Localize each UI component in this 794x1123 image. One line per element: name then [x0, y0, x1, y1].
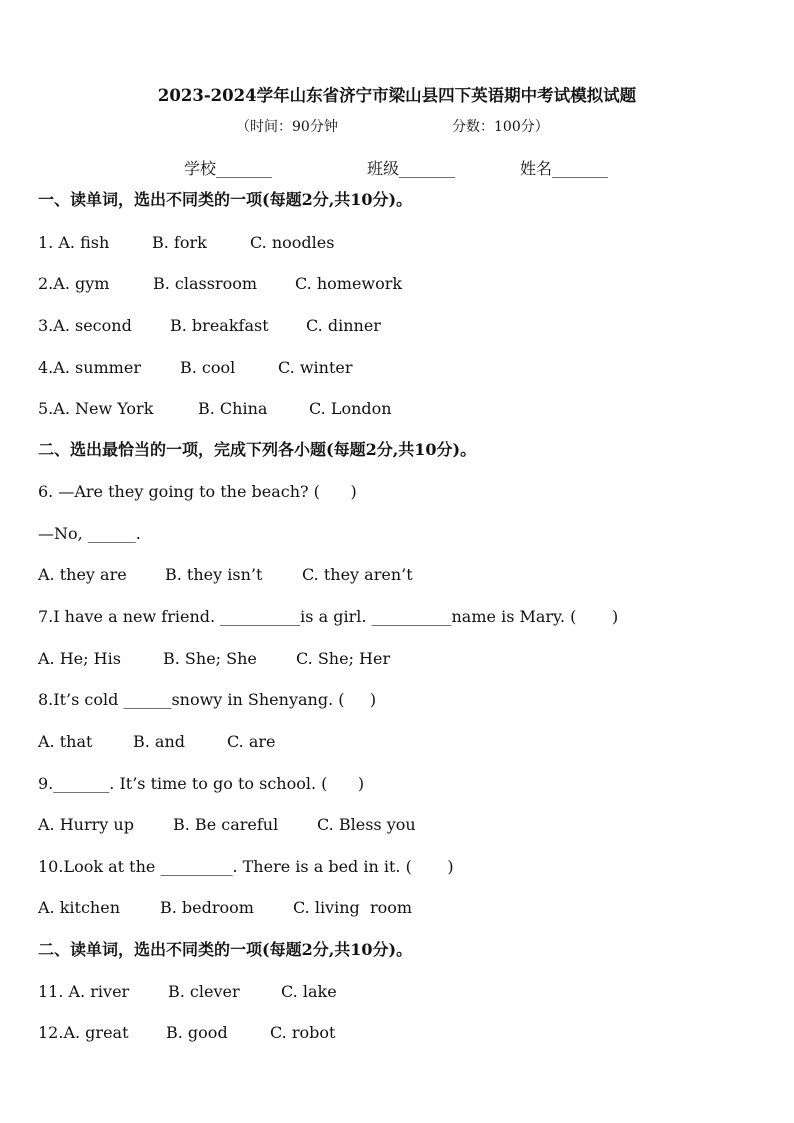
question-7-option-b: B. She; She — [163, 649, 257, 668]
question-2-option-c: C. homework — [295, 274, 403, 293]
question-3-option-b: B. breakfast — [170, 316, 269, 335]
question-11-option-a: 11. A. river — [38, 982, 130, 1001]
question-9-option-c: C. Bless you — [317, 815, 416, 834]
question-1-option-a: 1. A. fish — [38, 233, 110, 252]
question-6-answer-line: —No, ______. — [38, 524, 141, 543]
question-5-option-c: C. London — [309, 399, 392, 418]
question-10-option-c: C. living room — [293, 898, 413, 917]
name-field: 姓名_______ — [520, 159, 609, 178]
question-7-stem: 7.I have a new friend. __________is a girl. __________name is Mary. ( ) — [38, 607, 619, 626]
question-1-option-c: C. noodles — [250, 233, 335, 252]
question-12-option-c: C. robot — [270, 1023, 336, 1042]
question-6-option-c: C. they aren’t — [302, 565, 413, 584]
page-title: 2023-2024学年山东省济宁市梁山县四下英语期中考试模拟试题 — [157, 86, 637, 105]
question-3-option-a: 3.A. second — [38, 316, 132, 335]
question-9-option-a: A. Hurry up — [38, 815, 134, 834]
question-4-option-a: 4.A. summer — [38, 358, 141, 377]
question-8-stem: 8.It’s cold ______snowy in Shenyang. ( ) — [38, 690, 377, 709]
question-11-option-b: B. clever — [168, 982, 240, 1001]
section-1-heading: 一、读单词，选出不同类的一项(每题2分,共10分)。 — [38, 190, 413, 209]
question-7-option-c: C. She; Her — [296, 649, 391, 668]
question-7-option-a: A. He; His — [38, 649, 121, 668]
question-10-stem: 10.Look at the _________. There is a bed in it. ( ) — [38, 857, 454, 876]
question-1-option-b: B. fork — [152, 233, 207, 252]
question-12-option-a: 12.A. great — [38, 1023, 129, 1042]
question-5-option-a: 5.A. New York — [38, 399, 154, 418]
question-8-option-b: B. and — [133, 732, 186, 751]
section-2-heading: 二、选出最恰当的一项，完成下列各小题(每题2分,共10分)。 — [38, 440, 477, 459]
section-3-heading: 二、读单词，选出不同类的一项(每题2分,共10分)。 — [38, 940, 413, 959]
question-10-option-a: A. kitchen — [38, 898, 121, 917]
question-12-option-b: B. good — [166, 1023, 228, 1042]
question-2-option-b: B. classroom — [153, 274, 258, 293]
question-5-option-b: B. China — [198, 399, 268, 418]
question-4-option-c: C. winter — [278, 358, 353, 377]
question-6-option-a: A. they are — [38, 565, 127, 584]
question-9-option-b: B. Be careful — [173, 815, 279, 834]
class-field: 班级_______ — [367, 159, 456, 178]
question-11-option-c: C. lake — [281, 982, 337, 1001]
question-2-option-a: 2.A. gym — [38, 274, 110, 293]
question-3-option-c: C. dinner — [306, 316, 381, 335]
exam-score: 分数：100分） — [452, 119, 549, 135]
question-9-stem: 9._______. It’s time to go to school. ( ) — [38, 774, 365, 793]
exam-time: （时间：90分钟 — [236, 119, 338, 135]
question-6-option-b: B. they isn’t — [165, 565, 263, 584]
question-8-option-c: C. are — [227, 732, 276, 751]
question-10-option-b: B. bedroom — [160, 898, 254, 917]
question-8-option-a: A. that — [38, 732, 93, 751]
school-field: 学校_______ — [184, 159, 273, 178]
question-4-option-b: B. cool — [180, 358, 236, 377]
question-6-stem: 6. —Are they going to the beach? ( ) — [38, 482, 357, 501]
